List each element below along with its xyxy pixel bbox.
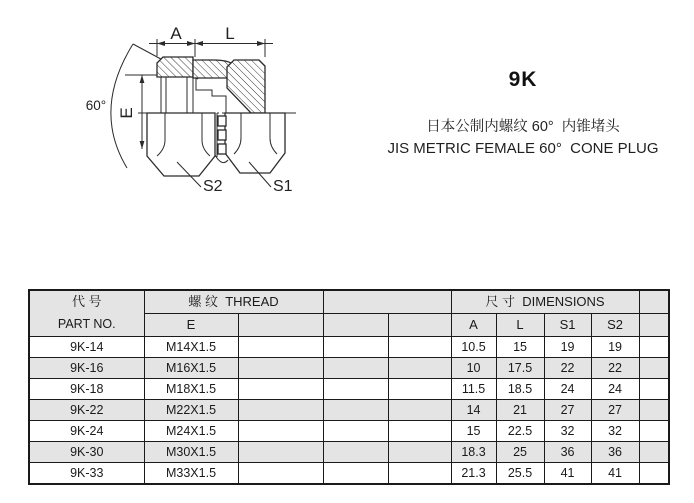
cell-s2: 22 — [591, 358, 639, 379]
cell-s1: 19 — [544, 337, 591, 358]
cell-thread-e: M30X1.5 — [144, 442, 238, 463]
empty-cell — [323, 358, 388, 379]
header-dim-s1: S1 — [544, 314, 591, 337]
product-name-en: JIS METRIC FEMALE 60° CONE PLUG — [387, 140, 659, 157]
cell-l: 25 — [496, 442, 544, 463]
empty-cell — [323, 463, 388, 485]
empty-cell — [323, 400, 388, 421]
header-dimensions: 尺 寸 DIMENSIONS — [451, 290, 639, 314]
empty-cell — [639, 442, 669, 463]
spec-table-wrap — [28, 289, 670, 485]
empty-cell — [639, 379, 669, 400]
cell-l: 22.5 — [496, 421, 544, 442]
header-dim-a: A — [451, 314, 496, 337]
header-part-no-zh: 代 号 — [71, 294, 102, 310]
cell-thread-e: M22X1.5 — [144, 400, 238, 421]
empty-cell — [238, 421, 323, 442]
product-name-zh: 日本公制内螺纹 60° 内锥堵头 — [426, 119, 620, 135]
empty-cell — [639, 400, 669, 421]
cell-l: 17.5 — [496, 358, 544, 379]
header-part-no — [29, 290, 144, 337]
header-spare-right — [639, 290, 669, 314]
header-part-no-en: PART NO. — [57, 317, 116, 332]
cell-part-no: 9K-14 — [29, 337, 144, 358]
table-row — [29, 379, 669, 400]
empty-cell — [639, 337, 669, 358]
header-dim-s2: S2 — [591, 314, 639, 337]
empty-cell — [388, 400, 451, 421]
cell-l: 21 — [496, 400, 544, 421]
empty-cell — [238, 358, 323, 379]
cell-thread-e: M16X1.5 — [144, 358, 238, 379]
wrench-s1-label: S1 — [273, 178, 293, 195]
empty-cell — [238, 442, 323, 463]
table-row — [29, 400, 669, 421]
nut-section — [227, 60, 265, 113]
cell-a: 18.3 — [451, 442, 496, 463]
table-row — [29, 337, 669, 358]
wrench-s2-label: S2 — [203, 178, 223, 195]
empty-cell — [323, 442, 388, 463]
table-row — [29, 421, 669, 442]
empty-cell — [238, 314, 323, 337]
cell-thread-e: M24X1.5 — [144, 421, 238, 442]
empty-cell — [323, 337, 388, 358]
empty-cell — [388, 314, 451, 337]
right-hex — [225, 113, 285, 173]
header-thread-e: E — [144, 314, 238, 337]
cell-part-no: 9K-24 — [29, 421, 144, 442]
empty-cell — [388, 379, 451, 400]
spec-table — [28, 289, 670, 485]
empty-cell — [639, 421, 669, 442]
product-code: 9K — [508, 68, 538, 91]
cell-s1: 41 — [544, 463, 591, 485]
cell-part-no: 9K-30 — [29, 442, 144, 463]
header-row-1 — [29, 290, 669, 314]
empty-cell — [323, 379, 388, 400]
plug-cap-section — [157, 57, 193, 77]
empty-cell — [388, 337, 451, 358]
empty-cell — [388, 421, 451, 442]
cell-thread-e: M18X1.5 — [144, 379, 238, 400]
empty-cell — [388, 442, 451, 463]
cell-s1: 22 — [544, 358, 591, 379]
cell-s2: 24 — [591, 379, 639, 400]
cell-a: 10.5 — [451, 337, 496, 358]
cell-s2: 27 — [591, 400, 639, 421]
cell-thread-e: M14X1.5 — [144, 337, 238, 358]
cell-s2: 32 — [591, 421, 639, 442]
header-spare-span — [323, 290, 451, 314]
header-thread: 螺 纹 THREAD — [144, 290, 323, 314]
cell-s1: 32 — [544, 421, 591, 442]
cell-thread-e: M33X1.5 — [144, 463, 238, 485]
cell-l: 18.5 — [496, 379, 544, 400]
empty-cell — [388, 463, 451, 485]
cell-s2: 36 — [591, 442, 639, 463]
empty-cell — [388, 358, 451, 379]
product-title-block — [352, 68, 694, 157]
empty-cell — [323, 421, 388, 442]
dim-a-label: A — [170, 24, 182, 43]
cell-part-no: 9K-33 — [29, 463, 144, 485]
empty-cell — [639, 314, 669, 337]
cell-a: 10 — [451, 358, 496, 379]
cell-a: 11.5 — [451, 379, 496, 400]
technical-drawing — [10, 5, 350, 240]
dimension-lines — [149, 24, 273, 57]
cell-part-no: 9K-18 — [29, 379, 144, 400]
empty-cell — [238, 463, 323, 485]
empty-cell — [238, 337, 323, 358]
cell-s1: 24 — [544, 379, 591, 400]
cell-a: 15 — [451, 421, 496, 442]
cell-s1: 27 — [544, 400, 591, 421]
cell-s1: 36 — [544, 442, 591, 463]
cell-s2: 41 — [591, 463, 639, 485]
cell-part-no: 9K-16 — [29, 358, 144, 379]
table-row — [29, 463, 669, 485]
table-row — [29, 442, 669, 463]
empty-cell — [639, 358, 669, 379]
cell-l: 25.5 — [496, 463, 544, 485]
cell-part-no: 9K-22 — [29, 400, 144, 421]
table-row — [29, 358, 669, 379]
section-view — [157, 57, 265, 113]
empty-cell — [238, 400, 323, 421]
dim-l-label: L — [225, 24, 235, 43]
cell-a: 21.3 — [451, 463, 496, 485]
header-dim-l: L — [496, 314, 544, 337]
cell-s2: 19 — [591, 337, 639, 358]
cell-a: 14 — [451, 400, 496, 421]
empty-cell — [639, 463, 669, 485]
empty-cell — [238, 379, 323, 400]
dim-e-label: E — [117, 107, 136, 119]
angle-label: 60° — [85, 98, 107, 113]
cell-l: 15 — [496, 337, 544, 358]
external-view — [147, 113, 285, 176]
empty-cell — [323, 314, 388, 337]
